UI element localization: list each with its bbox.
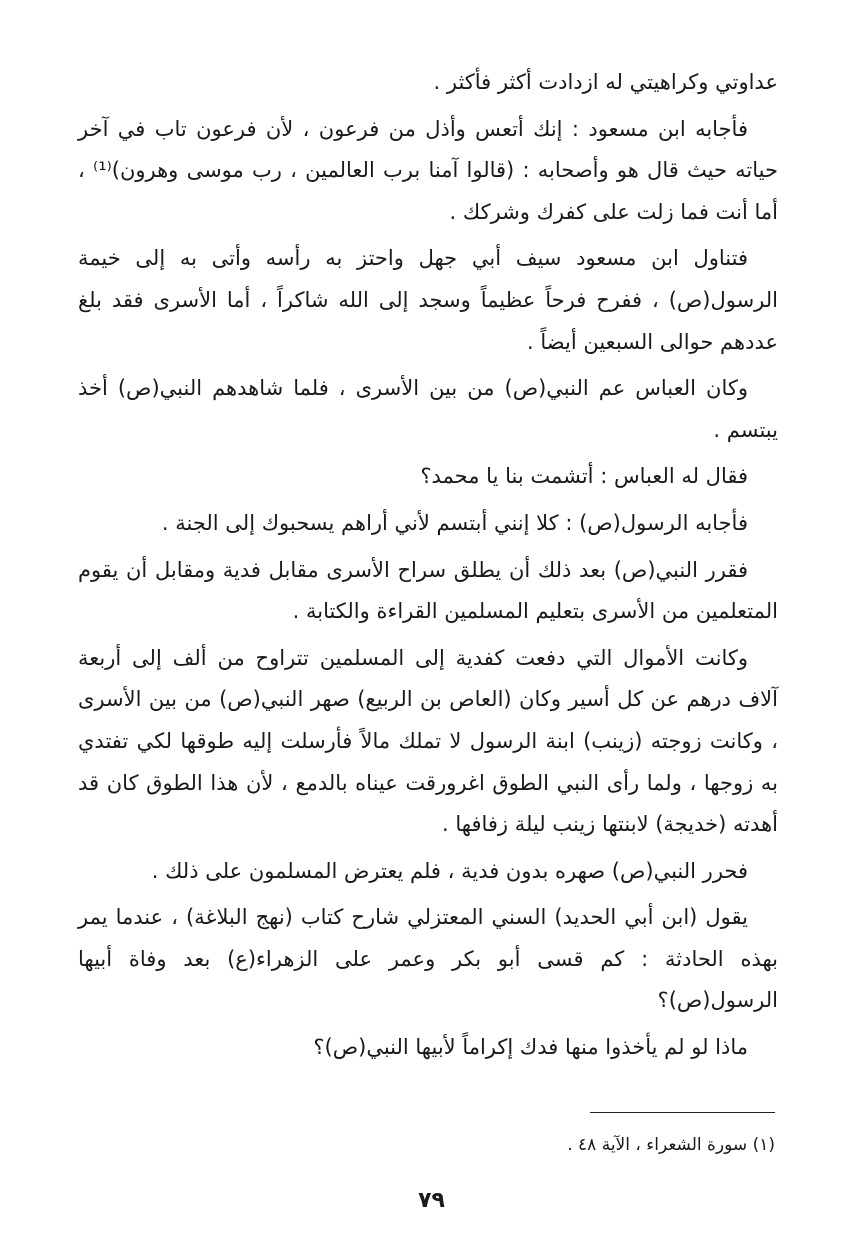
paragraph-4: وكان العباس عم النبي(ص) من بين الأسرى ، فلما شاهدهم النبي(ص) أخذ يبتسم . <box>78 376 778 442</box>
paragraph-1: عداوتي وكراهيتي له ازدادت أكثر فأكثر . <box>433 70 778 94</box>
paragraph-5: فقال له العباس : أتشمت بنا يا محمد؟ <box>420 464 748 489</box>
paragraph-10: يقول (ابن أبي الحديد) السني المعتزلي شارح كتاب (نهج البلاغة) ، عندما يمر بهذه الحادثة : كم قسى أبو بكر وعمر على الزهراء(ع) بعد وفاة أبيها الرسول(ص)؟ <box>78 905 778 1013</box>
footnote: (١) سورة الشعراء ، الآية ٤٨ . <box>567 1135 775 1155</box>
body-text <box>78 62 778 1074</box>
paragraph-9: فحرر النبي(ص) صهره بدون فدية ، فلم يعترض المسلمون على ذلك . <box>151 858 748 883</box>
paragraph-3: فتناول ابن مسعود سيف أبي جهل واحتز به رأسه وأتى به إلى خيمة الرسول(ص) ، ففرح فرحاً عظيماً وسجد إلى الله شاكراً ، أما الأسرى فقد بلغ عددهم حوالى السبعين أيضاً . <box>78 246 778 354</box>
paragraph-11: ماذا لو لم يأخذوا منها فدك إكراماً لأبيها النبي(ص)؟ <box>313 1035 748 1060</box>
paragraph-7: فقرر النبي(ص) بعد ذلك أن يطلق سراح الأسرى مقابل فدية ومقابل أن يقوم المتعلمين من الأسرى بتعليم المسلمين القراءة والكتابة . <box>78 557 778 624</box>
footnote-divider <box>590 1112 775 1113</box>
paragraph-6: فأجابه الرسول(ص) : كلا إنني أبتسم لأني أراهم يسحبوك إلى الجنة . <box>161 510 748 535</box>
paragraph-8: وكانت الأموال التي دفعت كفدية إلى المسلمين تتراوح من ألف إلى أربعة آلاف درهم عن كل أسير وكان (العاص بن الربيع) صهر النبي(ص) من بين الأسرى ، وكانت زوجته (زينب) ابنة الرسول لا تملك مالاً فأرسلت إليه طوقها لكي تفتدي به زوجها ، ولما رأى النبي الطوق اغرورقت عيناه بالدمع ، لأن هذا الطوق كان قد أهدته (خديجة) لابنتها زينب ليلة زفافها . <box>78 645 778 837</box>
page-number: ٧٩ <box>418 1188 445 1213</box>
paragraph-2: فأجابه ابن مسعود : إنك أتعس وأذل من فرعون ، لأن فرعون تاب في آخر حياته حيث قال هو وأصحابه : (قالوا آمنا برب العالمين ، رب موسى وهرون)⁽¹⁾ ، أما أنت فما زلت على كفرك وشركك . <box>78 116 778 224</box>
